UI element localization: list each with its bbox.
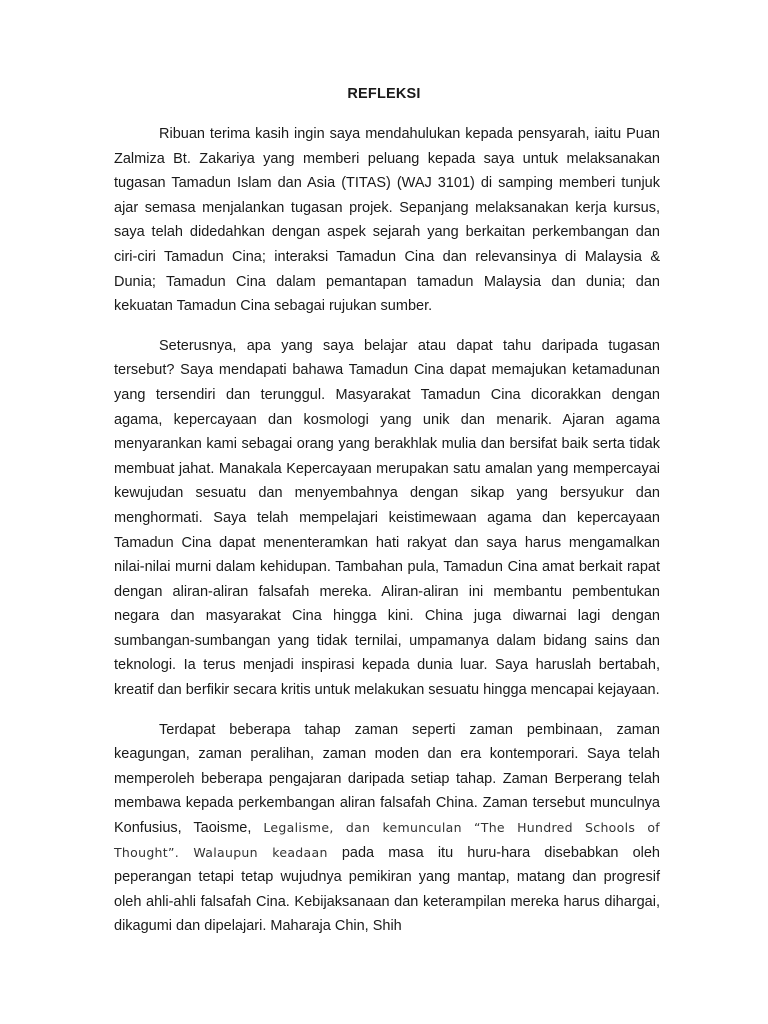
paragraph-eras xyxy=(114,718,660,939)
paragraph-learning: Seterusnya, apa yang saya belajar atau dapat tahu daripada tugasan tersebut? Saya mendapati bahawa Tamadun Cina dapat memajukan ketamadunan yang tersendiri dan terunggul. Masyarakat Tamadun Cina dicorakkan dengan agama, kepercayaan dan kosmologi yang unik dan menarik. Ajaran agama menyarankan kami sebagai orang yang berakhlak mulia dan bersifat baik serta tidak membuat jahat. Manakala Kepercayaan merupakan satu amalan yang mempercayai kewujudan sesuatu dan menyembahnya dengan sikap yang bersyukur dan menghormati. Saya telah mempelajari keistimewaan agama dan kepercayaan Tamadun Cina dapat menenteramkan hati rakyat dan saya harus mengamalkan nilai-nilai murni dalam kehidupan. Tambahan pula, Tamadun Cina amat berkait rapat dengan aliran-aliran falsafah mereka. Aliran-aliran ini membantu pembentukan negara dan masyarakat Cina hingga kini. China juga diwarnai lagi dengan sumbangan-sumbangan yang tidak ternilai, umpamanya dalam bidang sains dan teknologi. Ia terus menjadi inspirasi kepada dunia luar. Saya haruslah bertabah, kreatif dan berfikir secara kritis untuk melakukan sesuatu hingga mencapai kejayaan. xyxy=(114,337,660,699)
paragraph-eras-text-2: Legalisme, dan kemunculan “The Hundred Schools of Thought”. Walaupun keadaan xyxy=(114,820,660,860)
document-body xyxy=(114,122,660,954)
paragraph-acknowledgement: Ribuan terima kasih ingin saya mendahulukan kepada pensyarah, iaitu Puan Zalmiza Bt. Zakariya yang memberi peluang kepada saya untuk melaksanakan tugasan Tamadun Islam dan Asia (TITAS) (WAJ 3101) di samping memberi tunjuk ajar semasa menjalankan tugasan projek. Sepanjang melaksanakan kerja kursus, saya telah didedahkan dengan aspek sejarah yang berkaitan perkembangan dan ciri-ciri Tamadun Cina; interaksi Tamadun Cina dan relevansinya di Malaysia & Dunia; Tamadun Cina dalam pemantapan tamadun Malaysia dan dunia; dan kekuatan Tamadun Cina sebagai rujukan sumber. xyxy=(114,126,660,315)
document-title: REFLEKSI xyxy=(347,86,421,102)
paragraph-eras-text-1: Terdapat beberapa tahap zaman seperti zaman pembinaan, zaman keagungan, zaman peralihan, zaman moden dan era kontemporari. Saya telah memperoleh beberapa pengajaran daripada setiap tahap. Zaman Berperang telah membawa kepada perkembangan aliran falsafah China. Zaman tersebut munculnya Konfusius, Taoisme, xyxy=(114,721,660,837)
paragraph-eras-text-3: pada masa itu huru-hara disebabkan oleh peperangan tetapi tetap wujudnya pemikiran yang mantap, matang dan progresif oleh ahli-ahli falsafah Cina. Kebijaksanaan dan keterampilan mereka harus dihargai, dikagumi dan dipelajari. Maharaja Chin, Shih xyxy=(114,844,660,935)
